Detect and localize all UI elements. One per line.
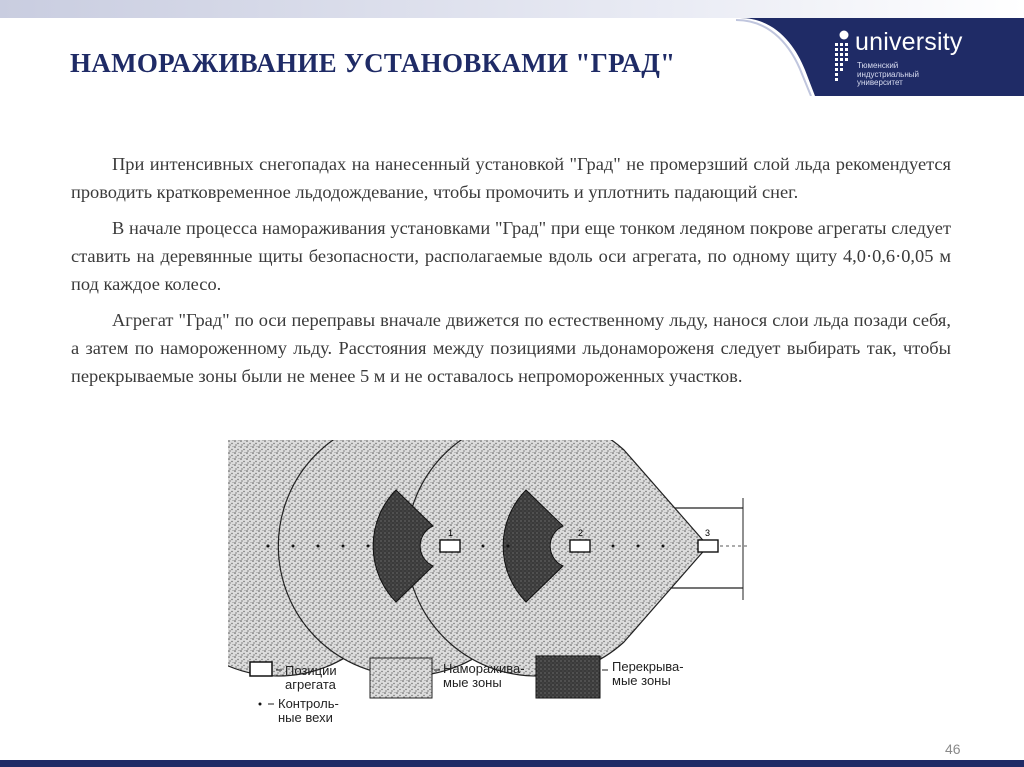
paragraph: В начале процесса намораживания установками "Град" при еще тонком ледяном покрове агрегаты следует ставить на деревянные щиты безопасности, располагаемые вдоль оси агрегата, по одному щиту 4,0·0,6·0,05 м под каждое колесо.	[71, 218, 951, 294]
unit-position	[570, 540, 590, 552]
legend-label: Наморажива-	[443, 661, 525, 676]
paragraph: При интенсивных снегопадах на нанесенный установкой "Град" не промерзший слой льда рекомендуется проводить кратковременное льдодождевание, чтобы промочить и уплотнить падающий снег.	[71, 154, 951, 202]
logo-subtitle	[857, 62, 919, 88]
unit-label: 1	[448, 528, 454, 538]
legend-label: агрегата	[285, 677, 336, 692]
legend-label: Позиции	[285, 663, 337, 678]
legend-label: Перекрыва-	[612, 659, 684, 674]
page-number: 46	[945, 741, 961, 757]
logo-subtitle-line: университет	[857, 78, 903, 87]
unit-position	[698, 540, 718, 552]
unit-label: 3	[705, 528, 711, 538]
legend-frozen	[443, 662, 525, 690]
university-logo	[833, 24, 993, 94]
logo-subtitle-line: индустриальный	[857, 69, 919, 79]
footer-bar	[0, 760, 1024, 767]
logo-wordmark: university	[855, 28, 963, 56]
body-text	[71, 150, 951, 398]
legend-label: мые зоны	[443, 675, 502, 690]
paragraph: Агрегат "Град" по оси переправы вначале движется по естественному льду, нанося слои льда позади себя, а затем по намороженному льду. Расстояния между позициями льдонамороженя следует выбирать так, чтобы перекрываемые зоны были не менее 5 м и не оставалось непромороженных участков.	[71, 310, 951, 386]
frozen-zone	[406, 440, 711, 676]
legend-overlap-swatch	[536, 656, 600, 698]
logo-subtitle-line: Тюменский	[857, 61, 899, 70]
legend-label: ные вехи	[278, 710, 333, 725]
logo-mark-icon	[833, 30, 853, 86]
legend-positions	[285, 664, 337, 692]
legend-position-swatch	[250, 662, 272, 676]
legend-label: Контроль-	[278, 696, 339, 711]
unit-label: 2	[578, 528, 584, 538]
legend-marker-swatch	[259, 703, 262, 706]
slide-header	[0, 0, 1024, 96]
legend-overlap	[612, 660, 684, 688]
unit-position	[440, 540, 460, 552]
legend-label: мые зоны	[612, 673, 671, 688]
legend-markers	[278, 697, 339, 725]
legend-frozen-swatch	[370, 658, 432, 698]
page-title: НАМОРАЖИВАНИЕ УСТАНОВКАМИ "ГРАД"	[70, 48, 676, 78]
